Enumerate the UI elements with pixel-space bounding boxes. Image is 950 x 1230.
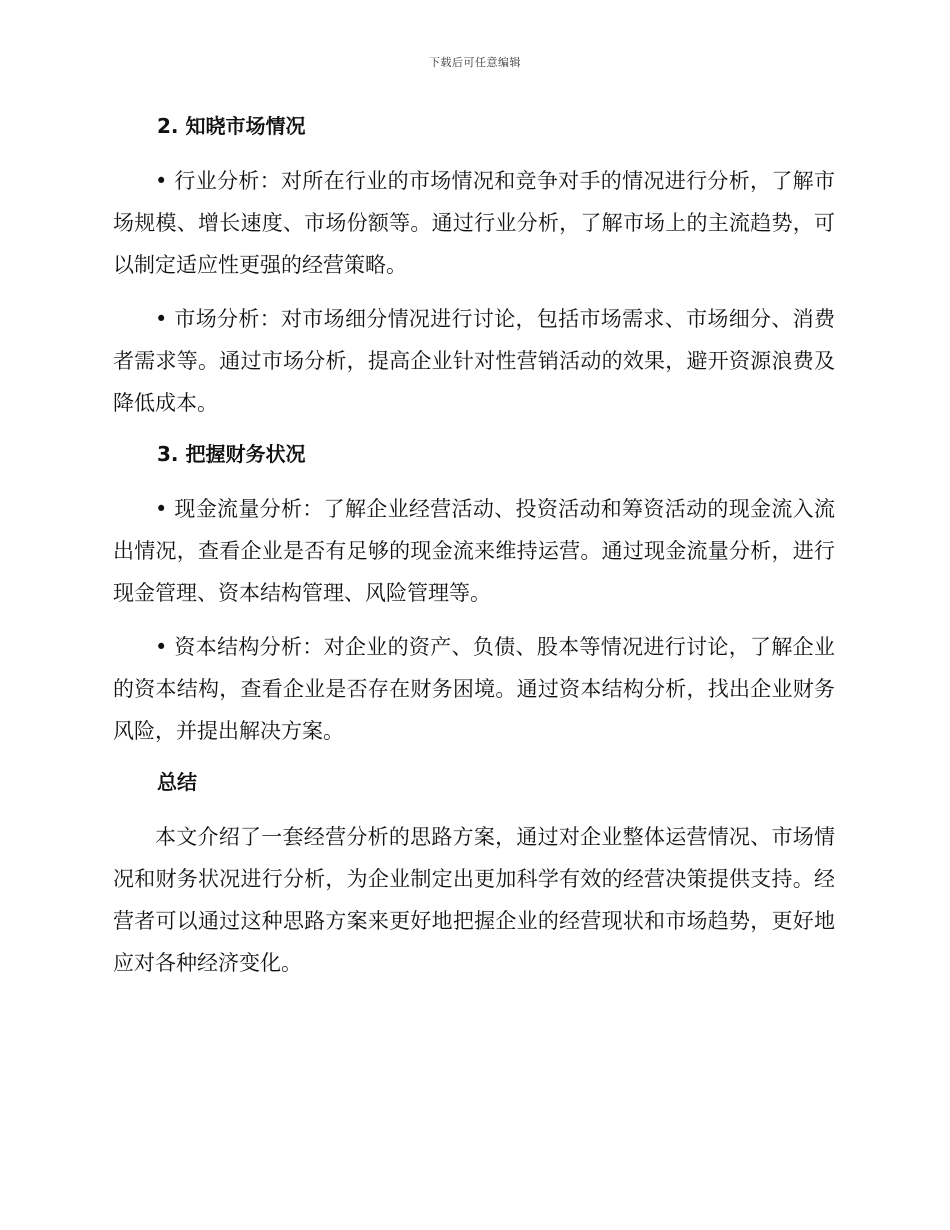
section-finance: [113, 436, 835, 752]
section-heading: 2. 知晓市场情况: [157, 114, 306, 138]
section-market: [113, 108, 835, 424]
paragraph-market-analysis: • 市场分析：对市场细分情况进行讨论，包括市场需求、市场细分、消费者需求等。通过市场分析，提高企业针对性营销活动的效果，避开资源浪费及降低成本。: [113, 307, 835, 415]
document-body: [113, 108, 835, 996]
paragraph-cashflow-analysis: • 现金流量分析：了解企业经营活动、投资活动和筹资活动的现金流入流出情况，查看企业是否有足够的现金流来维持运营。通过现金流量分析，进行现金管理、资本结构管理、风险管理等。: [113, 497, 835, 605]
paragraph-capital-structure-analysis: • 资本结构分析：对企业的资产、负债、股本等情况进行讨论，了解企业的资本结构，查看企业是否存在财务困境。通过资本结构分析，找出企业财务风险，并提出解决方案。: [113, 635, 835, 743]
section-heading: 总结: [157, 770, 197, 794]
section-summary: [113, 764, 835, 984]
section-heading: 3. 把握财务状况: [157, 442, 306, 466]
paragraph-summary: 本文介绍了一套经营分析的思路方案，通过对企业整体运营情况、市场情况和财务状况进行分析，为企业制定出更加科学有效的经营决策提供支持。经营者可以通过这种思路方案来更好地把握企业的经营现状和市场趋势，更好地应对各种经济变化。: [113, 825, 835, 975]
header-note: 下载后可任意编辑: [429, 56, 521, 69]
paragraph-industry-analysis: • 行业分析：对所在行业的市场情况和竞争对手的情况进行分析，了解市场规模、增长速度、市场份额等。通过行业分析，了解市场上的主流趋势，可以制定适应性更强的经营策略。: [113, 169, 835, 277]
